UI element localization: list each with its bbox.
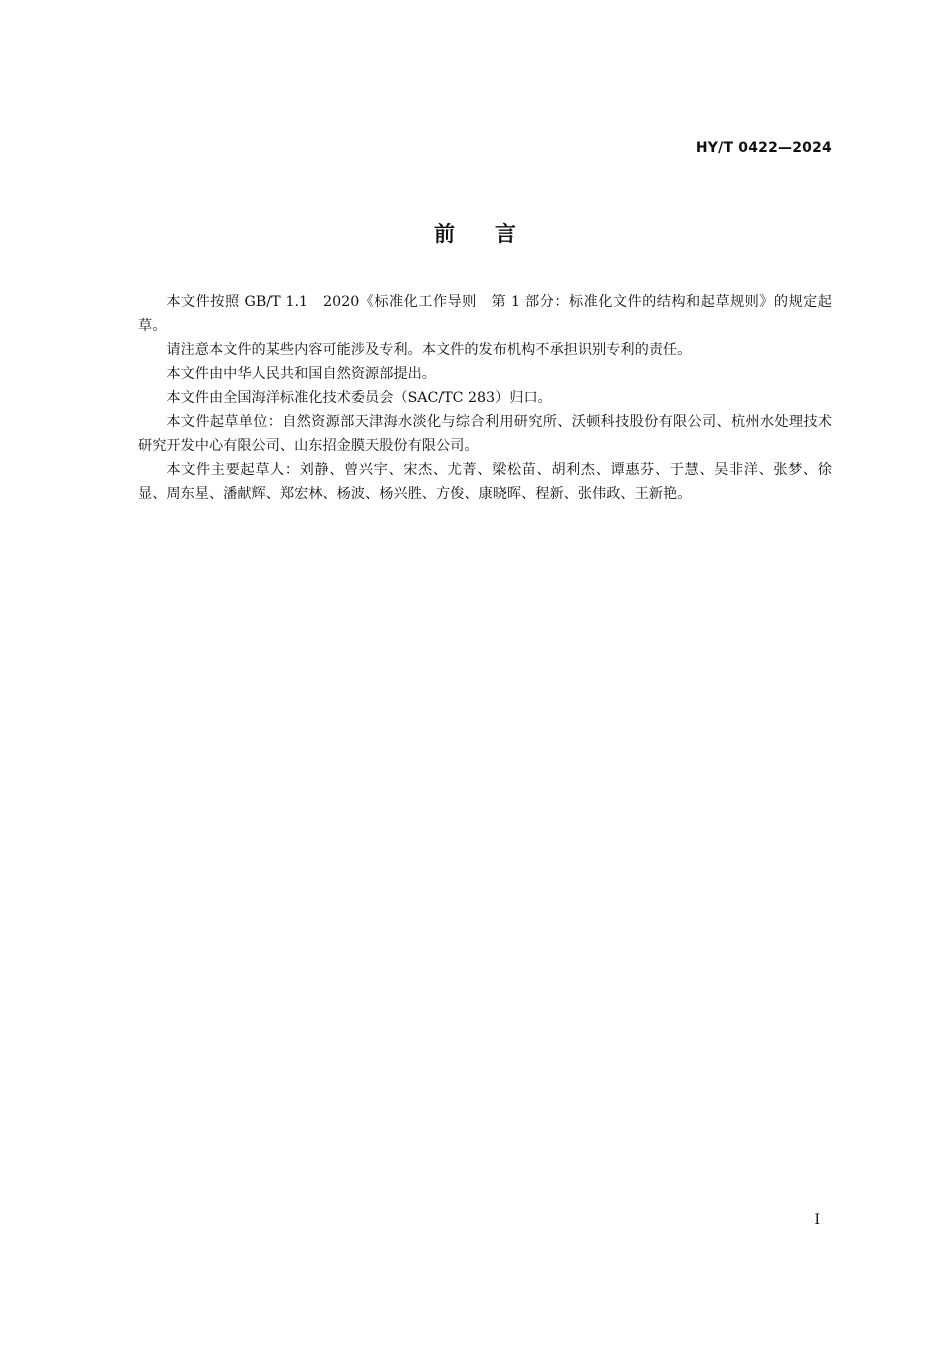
page-title — [0, 218, 950, 248]
paragraph-drafting-units: 本文件起草单位：自然资源部天津海水淡化与综合利用研究所、沃顿科技股份有限公司、杭州水处理技术研究开发中心有限公司、山东招金膜天股份有限公司。 — [138, 414, 832, 454]
paragraph-drafting-rules: 本文件按照 GB/T 1.1 2020《标准化工作导则 第 1 部分：标准化文件的结构和起草规则》的规定起草。 — [138, 294, 832, 334]
foreword-body — [138, 290, 832, 506]
paragraph-proposed-by: 本文件由中华人民共和国自然资源部提出。 — [166, 366, 436, 382]
title-char-2: 言 — [495, 222, 516, 246]
paragraph-centralized-by: 本文件由全国海洋标准化技术委员会（SAC/TC 283）归口。 — [166, 390, 552, 406]
paragraph-patent-notice: 请注意本文件的某些内容可能涉及专利。本文件的发布机构不承担识别专利的责任。 — [166, 342, 692, 358]
page-number: I — [814, 1212, 820, 1228]
document-code: HY/T 0422—2024 — [695, 140, 832, 156]
title-char-1: 前 — [434, 222, 455, 246]
paragraph-drafters: 本文件主要起草人：刘静、曾兴宇、宋杰、尤菁、梁松苗、胡利杰、谭惠芬、于慧、吴非洋、张梦、徐显、周东星、潘献辉、郑宏林、杨波、杨兴胜、方俊、康晓晖、程新、张伟政、王新艳。 — [138, 462, 832, 502]
